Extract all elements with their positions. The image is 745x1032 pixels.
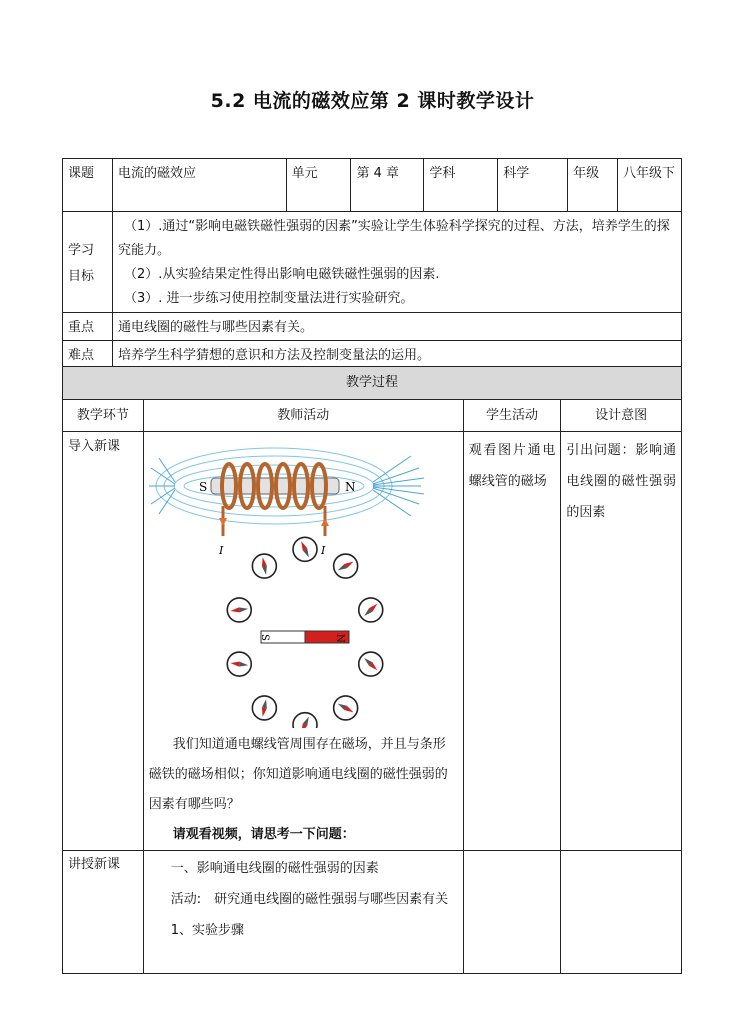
intro-paragraph: 我们知道通电螺线管周围存在磁场，并且与条形磁铁的磁场相似；你知道影响通电线圈的磁性强弱的因素有哪些吗？: [148, 737, 448, 812]
goals-label: 学习目标: [63, 212, 113, 313]
compass-needle-icon: [333, 696, 357, 720]
solenoid-n-pole: N: [344, 480, 356, 494]
process-section-title: 教学过程: [63, 367, 682, 400]
coil-leads: [223, 506, 325, 536]
header-student: 学生活动: [463, 400, 561, 432]
coil: [222, 464, 326, 508]
solenoid-compass-figure: [149, 438, 457, 728]
student-activity-text: 观看图片通电螺线管的磁场: [468, 443, 556, 489]
header-intent: 设计意图: [561, 400, 682, 432]
header-stage: 教学环节: [63, 400, 144, 432]
design-intent-text: 引出问题：影响通电线圈的磁性强弱的因素: [566, 443, 676, 520]
design-intent-intro: [561, 432, 682, 851]
student-activity-intro: [463, 432, 561, 851]
difficulty-label: 难点: [63, 341, 113, 369]
compass-needle-icon: [293, 713, 317, 728]
unit-label: 单元: [286, 159, 351, 212]
key-label: 重点: [63, 313, 113, 341]
current-label-right: I: [320, 544, 326, 557]
teach-activity: 活动: 研究通电线圈的磁性强弱与哪些因素有关: [170, 892, 449, 907]
subject-value: 科学: [498, 159, 568, 212]
solenoid-s-pole: S: [198, 480, 207, 494]
page-title: 5.2 电流的磁效应第 2 课时教学设计: [210, 90, 535, 112]
subject-label: 学科: [424, 159, 498, 212]
header-teacher: 教师活动: [143, 400, 463, 432]
bar-magnet-s-label: S: [258, 634, 270, 641]
goal-1: （1）.通过“影响电磁铁磁性强弱的因素”实验让学生体验科学探究的过程、方法，培养学生的探究能力。: [117, 219, 670, 258]
current-label-left: I: [218, 544, 224, 557]
teacher-activity-intro: [143, 432, 463, 851]
lesson-info-table: [62, 158, 682, 369]
goals-cell: [112, 212, 681, 313]
design-intent-teach: [561, 851, 682, 974]
lesson-value: 电流的磁效应: [112, 159, 286, 212]
intro-question: 请观看视频，请思考一下问题：: [172, 827, 355, 842]
compass-needle-icon: [252, 554, 276, 578]
goal-2: （2）.从实验结果定性得出影响电磁铁磁性强弱的因素.: [123, 267, 440, 282]
compass-needle-icon: [358, 598, 382, 622]
teach-heading: 一、影响通电线圈的磁性强弱的因素: [170, 861, 379, 876]
grade-label: 年级: [568, 159, 618, 212]
grade-value: 八年级下: [618, 159, 682, 212]
teaching-process-table: [62, 366, 682, 974]
compass-needle-icon: [333, 554, 357, 578]
stage-teach: 讲授新课: [63, 851, 144, 974]
difficulty-value: 培养学生科学猜想的意识和方法及控制变量法的运用。: [112, 341, 681, 369]
student-activity-teach: [463, 851, 561, 974]
bar-magnet-n-label: N: [333, 634, 345, 643]
unit-value: 第 4 章: [351, 159, 424, 212]
compass-needle-icon: [227, 598, 251, 622]
goal-3: （3）. 进一步练习使用控制变量法进行实验研究。: [123, 291, 414, 306]
stage-intro: 导入新课: [63, 432, 144, 851]
compass-needle-icon: [252, 696, 276, 720]
compass-needle-icon: [358, 652, 382, 676]
compass-needle-icon: [227, 652, 251, 676]
teach-step: 1、实验步骤: [170, 923, 245, 938]
key-value: 通电线圈的磁性与哪些因素有关。: [112, 313, 681, 341]
teacher-activity-teach: [143, 851, 463, 974]
compass-needle-icon: [293, 537, 317, 561]
lesson-label: 课题: [63, 159, 113, 212]
